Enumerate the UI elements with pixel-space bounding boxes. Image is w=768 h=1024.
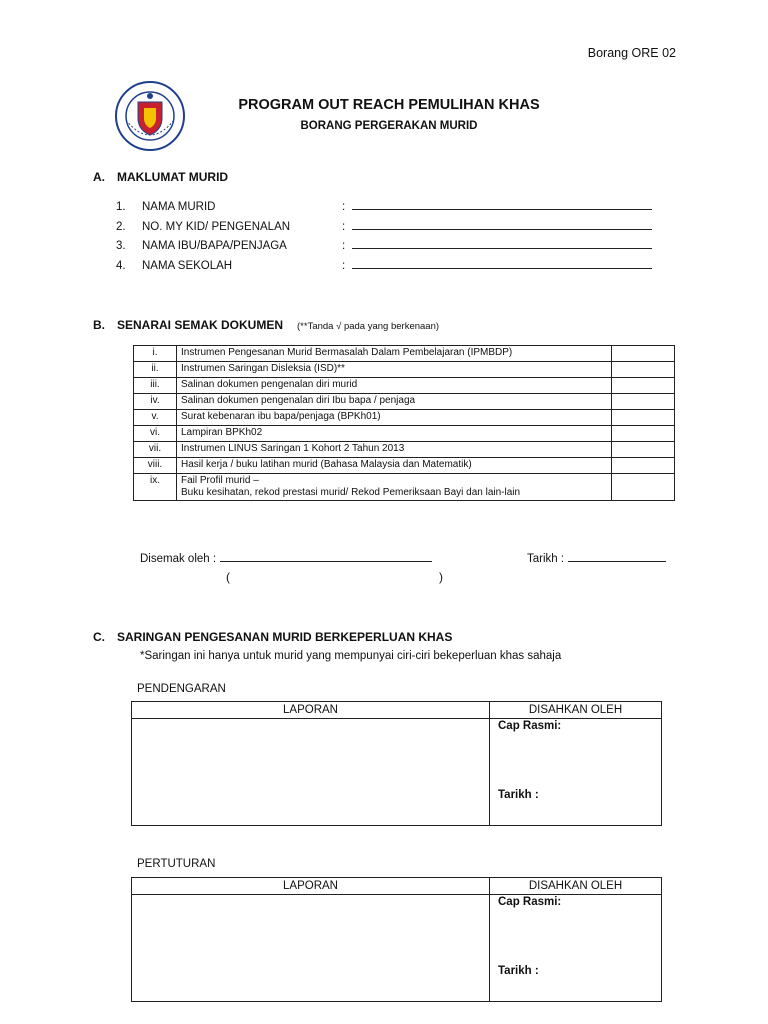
field-colon: : xyxy=(342,221,346,233)
date-label: Tarikh : xyxy=(498,789,539,801)
row-number: iv. xyxy=(134,394,177,410)
table-row xyxy=(134,442,675,458)
table-row xyxy=(134,394,675,410)
table-row xyxy=(134,378,675,394)
row-text: Instrumen Pengesanan Murid Bermasalah Dalam Pembelajaran (IPMBDP) xyxy=(177,346,612,362)
section-title: MAKLUMAT MURID xyxy=(117,170,229,184)
field-label: NO. MY KID/ PENGENALAN xyxy=(142,221,291,233)
column-header-report: LAPORAN xyxy=(132,702,490,719)
row-text: Lampiran BPKh02 xyxy=(177,426,612,442)
field-number: 4. xyxy=(116,260,126,272)
form-code: Borang ORE 02 xyxy=(587,46,676,60)
row-text: Salinan dokumen pengenalan diri murid xyxy=(177,378,612,394)
official-stamp-label: Cap Rasmi: xyxy=(498,720,562,732)
field-colon: : xyxy=(342,201,346,213)
guardian-name-input[interactable] xyxy=(352,238,652,249)
screening-note: *Saringan ini hanya untuk murid yang mempunyai ciri-ciri bekeperluan khas sahaja xyxy=(140,650,562,662)
section-a-heading xyxy=(93,170,228,184)
section-c-heading xyxy=(93,630,452,644)
field-colon: : xyxy=(342,260,346,272)
hearing-verification-cell[interactable] xyxy=(490,719,662,826)
table-row xyxy=(134,362,675,378)
row-number: v. xyxy=(134,410,177,426)
table-row xyxy=(134,346,675,362)
row-number: vii. xyxy=(134,442,177,458)
section-letter: C. xyxy=(93,630,105,644)
row-number: ix. xyxy=(134,474,177,501)
check-box[interactable] xyxy=(612,394,675,410)
speech-verification-cell[interactable] xyxy=(490,895,662,1002)
check-box[interactable] xyxy=(612,378,675,394)
check-box[interactable] xyxy=(612,458,675,474)
speech-report-input[interactable] xyxy=(132,895,490,1002)
field-number: 1. xyxy=(116,201,126,213)
form-subtitle: BORANG PERGERAKAN MURID xyxy=(300,120,478,132)
row-number: ii. xyxy=(134,362,177,378)
hearing-report-table xyxy=(131,701,662,826)
section-title: SARINGAN PENGESANAN MURID BERKEPERLUAN KHAS xyxy=(117,630,453,644)
section-title: SENARAI SEMAK DOKUMEN xyxy=(117,318,284,332)
column-header-report: LAPORAN xyxy=(132,878,490,895)
check-box[interactable] xyxy=(612,410,675,426)
row-text: Salinan dokumen pengenalan diri Ibu bapa / penjaga xyxy=(177,394,612,410)
form-title: PROGRAM OUT REACH PEMULIHAN KHAS xyxy=(238,97,540,113)
check-box[interactable] xyxy=(612,362,675,378)
row-text xyxy=(177,474,612,501)
student-name-input[interactable] xyxy=(352,199,652,210)
checked-by-label: Disemak oleh : xyxy=(140,553,217,565)
table-row xyxy=(134,426,675,442)
row-text-line2: Buku kesihatan, rekod prestasi murid/ Rekod Pemeriksaan Bayi dan lain-lain xyxy=(181,487,521,498)
ministry-crest-icon xyxy=(114,80,186,152)
hearing-report-input[interactable] xyxy=(132,719,490,826)
section-note: (**Tanda √ pada yang berkenaan) xyxy=(297,321,440,332)
field-student-name xyxy=(116,199,652,213)
date-label: Tarikh : xyxy=(498,965,539,977)
check-box[interactable] xyxy=(612,442,675,458)
table-row xyxy=(134,474,675,501)
checked-by-field xyxy=(140,551,432,565)
field-label: NAMA MURID xyxy=(142,201,216,213)
field-label: NAMA IBU/BAPA/PENJAGA xyxy=(142,240,287,252)
speech-label: PERTUTURAN xyxy=(137,858,216,870)
official-stamp-label: Cap Rasmi: xyxy=(498,896,562,908)
speech-report-table xyxy=(131,877,662,1002)
field-number: 2. xyxy=(116,221,126,233)
field-number: 3. xyxy=(116,240,126,252)
section-b-heading xyxy=(93,318,439,332)
check-box[interactable] xyxy=(612,474,675,501)
row-number: i. xyxy=(134,346,177,362)
date-label: Tarikh : xyxy=(527,553,565,565)
row-text: Instrumen Saringan Disleksia (ISD)** xyxy=(177,362,612,378)
row-number: viii. xyxy=(134,458,177,474)
row-text: Surat kebenaran ibu bapa/penjaga (BPKh01) xyxy=(177,410,612,426)
school-name-input[interactable] xyxy=(352,258,652,269)
section-letter: A. xyxy=(93,170,105,184)
table-row xyxy=(134,410,675,426)
table-row xyxy=(134,458,675,474)
row-number: vi. xyxy=(134,426,177,442)
column-header-verified: DISAHKAN OLEH xyxy=(490,702,662,719)
field-guardian-name xyxy=(116,238,652,252)
field-colon: : xyxy=(342,240,346,252)
paren-open: ( xyxy=(226,570,230,584)
hearing-label: PENDENGARAN xyxy=(137,683,226,695)
row-text: Instrumen LINUS Saringan 1 Kohort 2 Tahun 2013 xyxy=(177,442,612,458)
row-text: Hasil kerja / buku latihan murid (Bahasa Malaysia dan Matematik) xyxy=(177,458,612,474)
section-letter: B. xyxy=(93,318,105,332)
row-number: iii. xyxy=(134,378,177,394)
checked-by-input[interactable] xyxy=(220,551,432,562)
field-id-number xyxy=(116,219,652,233)
date-field xyxy=(527,551,666,565)
row-text-line1: Fail Profil murid – xyxy=(181,475,259,486)
id-number-input[interactable] xyxy=(352,219,652,230)
paren-close: ) xyxy=(439,570,443,584)
check-box[interactable] xyxy=(612,346,675,362)
document-checklist xyxy=(133,345,675,501)
date-input[interactable] xyxy=(568,551,666,562)
field-school-name xyxy=(116,258,652,272)
check-box[interactable] xyxy=(612,426,675,442)
field-label: NAMA SEKOLAH xyxy=(142,260,233,272)
column-header-verified: DISAHKAN OLEH xyxy=(490,878,662,895)
